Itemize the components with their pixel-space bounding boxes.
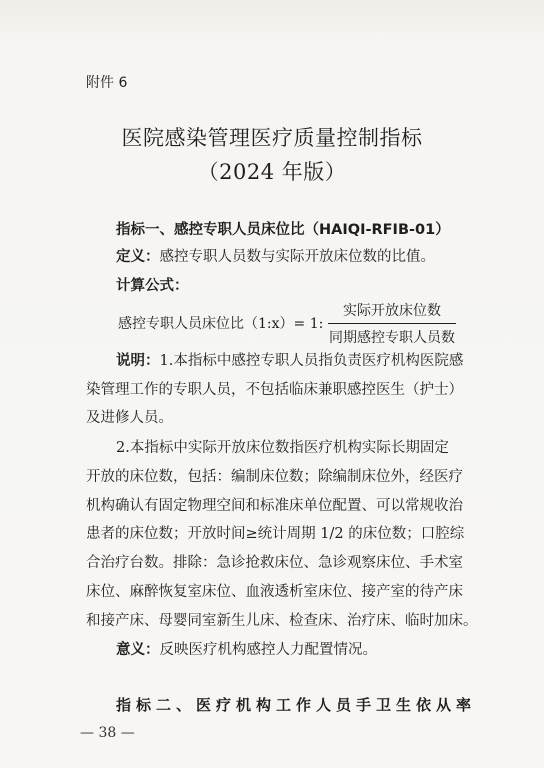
note2-line-7: 和接产床、母婴同室新生儿床、检查床、治疗床、临时加床。 [86,613,478,629]
note1-line-1 [116,349,486,370]
significance-label: 意义： [116,642,160,658]
definition-text: 感控专职人员数与实际开放床位数的比值。 [159,249,435,265]
significance-text: 反映医疗机构感控人力配置情况。 [159,642,377,658]
note1-line-3: 及进修人员。 [86,410,173,426]
attachment-label: 附件 6 [86,75,128,91]
formula-left-side: 感控专职人员床位比（1:x）= 1: [118,316,324,332]
note2-line-2: 开放的床位数，包括：编制床位数；除编制床位外，经医疗 [86,469,463,485]
formula-numerator: 实际开放床位数 [328,300,456,324]
definition-label: 定义： [116,249,160,265]
note1-line-2: 染管理工作的专职人员，不包括临床兼职感控医生（护士） [86,382,463,398]
indicator2-heading: 指标二、医疗机构工作人员手卫生依从率 [116,696,477,714]
note2-line-1: 2.本指标中实际开放床位数指医疗机构实际长期固定 [116,440,449,456]
note2-line-3: 机构确认有固定物理空间和标准床单位配置、可以常规收治 [86,498,463,514]
document-title: 医院感染管理医疗质量控制指标 [121,126,423,150]
formula-fraction [328,300,456,347]
note2-line-5: 合治疗台数。排除：急诊抢救床位、急诊观察床位、手术室 [86,555,463,571]
formula-label: 计算公式： [116,278,189,294]
significance-paragraph [116,638,486,659]
formula-denominator: 同期感控专职人员数 [329,330,455,346]
note2-line-4: 患者的床位数；开放时间≥统计周期 1/2 的床位数；口腔综 [86,526,465,542]
definition-paragraph [116,245,486,266]
note2-line-6: 床位、麻醉恢复室床位、血液透析室床位、接产室的待产床 [86,584,463,600]
note-label: 说明： [116,353,160,369]
note1-text-1: 1.本指标中感控专职人员指负责医疗机构医院感 [159,353,464,369]
page-number: — 38 — [80,725,135,741]
indicator1-heading: 指标一、感控专职人员床位比（HAIQI-RFIB-01） [116,222,450,238]
document-subtitle: （2024 年版） [197,160,347,184]
